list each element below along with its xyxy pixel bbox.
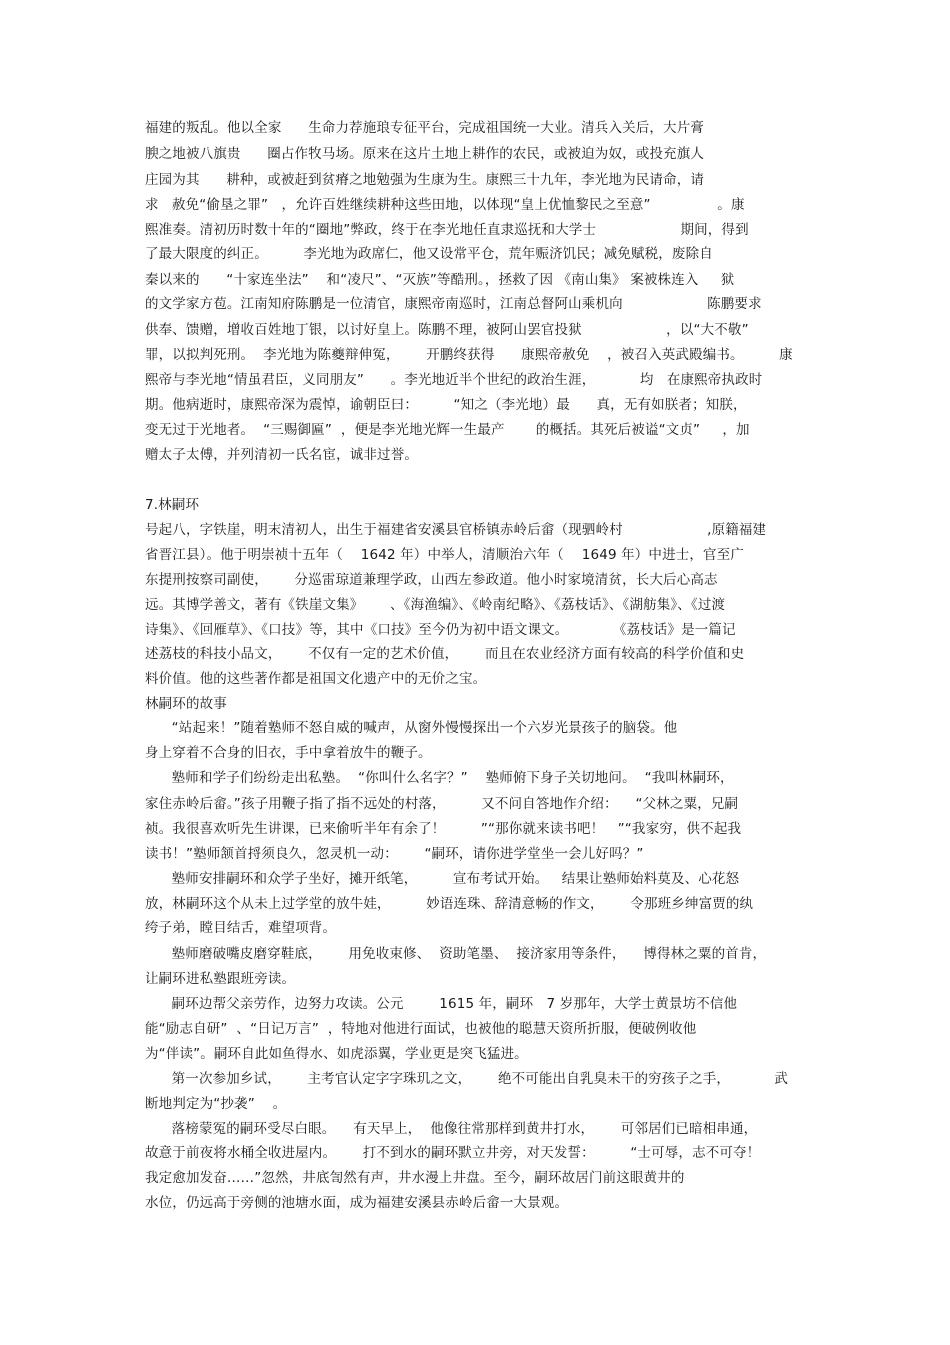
text-line: 熙准奏。清初历时数十年的“圈地”弊政，终于在李光地任直隶巡抚和大学士 期间，得到: [145, 222, 749, 238]
text-line: 期。他病逝时，康熙帝深为震悼，谕朝臣曰： “知之（李光地）最 真，无有如朕者；知朕，: [145, 397, 747, 413]
text-line: 塾师安排嗣环和众学子坐好，摊开纸笔， 宣布考试开始。 结果让塾师始料莫及、心花怒: [145, 871, 740, 887]
text-line: 故意于前夜将水桶全收进屋内。 打不到水的嗣环默立井旁，对天发誓： “士可辱，志不可夺！: [145, 1145, 761, 1161]
text-line: 东提刑按察司副使， 分巡雷琼道兼理学政，山西左参政道。他小时家境清贫，长大后心高志: [145, 572, 718, 588]
text-line: 祯。我很喜欢听先生讲课，已来偷听半年有余了！ ”“那你就来读书吧！ ”“我家穷，供不起我: [145, 821, 742, 837]
text-line: 落榜蒙冤的嗣环受尽白眼。 有天早上， 他像往常那样到黄井打水， 可邻居们已暗相串通，: [145, 1121, 758, 1137]
text-line: 赠太子太傅，并列清初一氏名宦，诚非过誉。: [145, 447, 418, 463]
text-line: 述荔枝的科技小品文， 不仅有一定的艺术价值， 而且在农业经济方面有较高的科学价值和史: [145, 646, 745, 662]
text-line: 了最大限度的纠正。 李光地为政席仁，他又设常平仓，荒年赈济饥民；减免赋税，废除自: [145, 246, 713, 262]
text-line: 诗集》、《回雁草》、《口技》等，其中《口技》至今仍为初中语文课文。 《荔枝话》是一篇记: [145, 622, 736, 638]
text-line: 庄园为其 耕种，或被赶到贫瘠之地勉强为生康为生。康熙三十九年，李光地为民请命，请: [145, 172, 704, 188]
text-line: 求 赦免“偷垦之罪” ，允许百姓继续耕种这些田地，以体现“皇上优恤黎民之至意” 。康: [145, 197, 745, 213]
text-line: 能“励志自研” 、“日记万言” ，特地对他进行面试，也被他的聪慧天资所折服，便破例收他: [145, 1021, 697, 1037]
text-line: 嗣环边帮父亲劳作，边努力攻读。公元 1615 年，嗣环 7 岁那年，大学士黄景坊不信他: [145, 996, 738, 1012]
text-line: 放，林嗣环这个从未上过学堂的放牛娃， 妙语连珠、辞清意畅的作文， 令那班乡绅富贾的纨: [145, 896, 754, 912]
text-line: 塾师和学子们纷纷走出私塾。 “你叫什么名字？” 塾师俯下身子关切地问。 “我叫林嗣环，: [145, 770, 734, 786]
text-line: 罪，以拟判死刑。 李光地为陈夔辩伸冤， 开鹏终获得 康熙帝赦免 ，被召入英武殿编书。 康: [145, 347, 793, 363]
text-line: 家住赤岭后畲。”孩子用鞭子指了指不远处的村落， 又不问自答地作介绍： “父林之粟，兄嗣: [145, 796, 739, 812]
text-line: 水位，仍远高于旁侧的池塘水面，成为福建安溪县赤岭后畲一大景观。: [145, 1195, 569, 1211]
text-line: 熙帝与李光地“情虽君臣，义同朋友” 。李光地近半个世纪的政治生涯， 均 在康熙帝执政时: [145, 372, 763, 388]
text-line: 我定愈加发奋……”忽然，井底訇然有声，井水漫上井盘。至今，嗣环故居门前这眼黄井的: [145, 1170, 685, 1186]
story-heading: 林嗣环的故事: [145, 696, 227, 712]
text-line: 料价值。他的这些著作都是祖国文化遗产中的无价之宝。: [145, 671, 487, 687]
text-line: 断地判定为“抄袭” 。: [145, 1096, 287, 1112]
text-line: 塾师磨破嘴皮磨穿鞋底， 用免收束修、 资助笔墨、 接济家用等条件， 博得林之粟的首肯，: [145, 946, 767, 962]
text-line: 变无过于光地者。 “三赐御匾” ，便是李光地光辉一生最产 的概括。其死后被谥“文贞” ，加: [145, 422, 750, 438]
text-line: “站起来！”随着塾师不怒自威的喊声，从窗外慢慢探出一个六岁光景孩子的脑袋。他: [145, 720, 678, 736]
text-line: 省晋江县）。他于明崇祯十五年（ 1642 年）中举人，清顺治六年（ 1649 年）中进士，官至广: [145, 547, 744, 563]
text-line: 读书！”塾师颔首捋须良久，忽灵机一动： “嗣环，请你进学堂坐一会儿好吗？”: [145, 846, 644, 862]
text-line: 秦以来的 “十家连坐法” 和“凌尺”、“灭族”等酷刑。，拯救了因 《南山集》 案被株连入 狱: [145, 272, 735, 288]
text-line: 为“伴读”。嗣环自此如鱼得水、如虎添翼，学业更是突飞猛进。: [145, 1046, 528, 1062]
text-line: 身上穿着不合身的旧衣，手中拿着放牛的鞭子。: [145, 745, 432, 761]
text-line: 让嗣环进私塾跟班旁读。: [145, 971, 296, 987]
text-line: 远。其博学善文，著有《铁崖文集》 、《海渔编》、《岭南纪略》、《荔枝话》、《湖舫集》、《过渡: [145, 597, 726, 613]
text-line: 第一次参加乡试， 主考官认定字字珠玑之文， 绝不可能出自乳臭未干的穷孩子之手， 武: [145, 1071, 789, 1087]
text-line: 号起八，字铁崖，明末清初人，出生于福建省安溪县官桥镇赤岭后畲（现驷岭村 ,原籍福建: [145, 522, 767, 538]
text-line: 腴之地被八旗贵 圈占作牧马场。原来在这片土地上耕作的农民，或被迫为奴，或投充旗人: [145, 146, 704, 162]
text-line: 绔子弟，瞠目结舌，难望项背。: [145, 920, 337, 936]
section-heading: 7.林嗣环: [145, 497, 200, 513]
text-line: 供奉、馈赠，增收百姓地丁银，以讨好皇上。陈鹏不理，被阿山罢官投狱 ，以“大不敬”: [145, 322, 749, 338]
text-line: 福建的叛乱。他以全家 生命力荐施琅专征平台，完成祖国统一大业。清兵入关后，大片膏: [145, 120, 704, 136]
text-line: 的文学家方苞。江南知府陈鹏是一位清官，康熙帝南巡时，江南总督阿山乘机向 陈鹏要求: [145, 296, 762, 312]
